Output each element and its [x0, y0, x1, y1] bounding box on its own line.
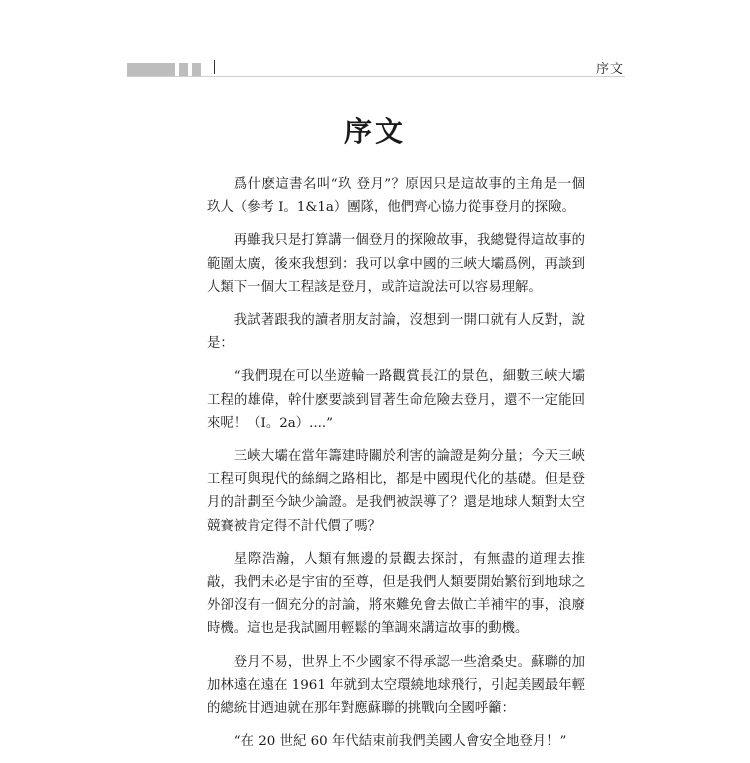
running-header-title: 序文: [595, 62, 624, 77]
paragraph: 星際浩瀚，人類有無邊的景觀去探討，有無盡的道理去推敲，我們未必是宇宙的至尊，但是我們人類要開始繁衍到地球之外卻沒有一個充分的討論，將來難免會去做亡羊補牢的事，浪廢時機。這也是我試圖用輕鬆的筆調來講這故事的動機。: [207, 551, 585, 637]
header-decor-block: [192, 63, 201, 76]
quote-paragraph: “我們現在可以坐遊輪一路觀賞長江的景色，細數三峽大壩工程的雄偉，幹什麽要談到冒著生命危險去登月，還不一定能回來呢！（I。2a）....”: [207, 369, 585, 431]
paragraph: 再雖我只是打算講一個登月的探險故事，我總覺得這故事的範圍太廣，後來我想到：我可以拿中國的三峽大壩爲例，再談到人類下一個大工程該是登月，或許這說法可以容易理解。: [207, 233, 585, 295]
paragraph: 三峽大壩在當年籌建時關於利害的論證是夠分量；今天三峽工程可與現代的絲綢之路相比，都是中國現代化的基礎。但是登月的計劃至今缺少論證。是我們被誤導了？還是地球人類對太空競賽被肯定得不計代價了嗎？: [207, 449, 585, 534]
header-decor-block: [179, 63, 188, 76]
header-page-marker: [214, 60, 215, 74]
chapter-title: 序文: [343, 115, 406, 148]
header-decor-block: [127, 63, 175, 76]
body-text: [207, 173, 585, 763]
paragraph: 我試著跟我的讀者朋友討論，沒想到一開口就有人反對，說是：: [207, 313, 585, 352]
quote-paragraph: “在 20 世紀 60 年代結束前我們美國人會安全地登月！”: [233, 734, 567, 750]
paragraph: 登月不易，世界上不少國家不得承認一些滄桑史。蘇聯的加加林遠在遠在 1961 年就到太空環繞地球飛行，引起美國最年輕的總統甘迺迪就在那年對應蘇聯的挑戰向全國呼籲：: [207, 654, 585, 717]
paragraph: 爲什麽這書名叫“玖 登月”？原因只是這故事的主角是一個玖人（參考 I。1&1a）團隊，他們齊心協力從事登月的探險。: [207, 177, 585, 216]
header-rule: [127, 76, 625, 77]
